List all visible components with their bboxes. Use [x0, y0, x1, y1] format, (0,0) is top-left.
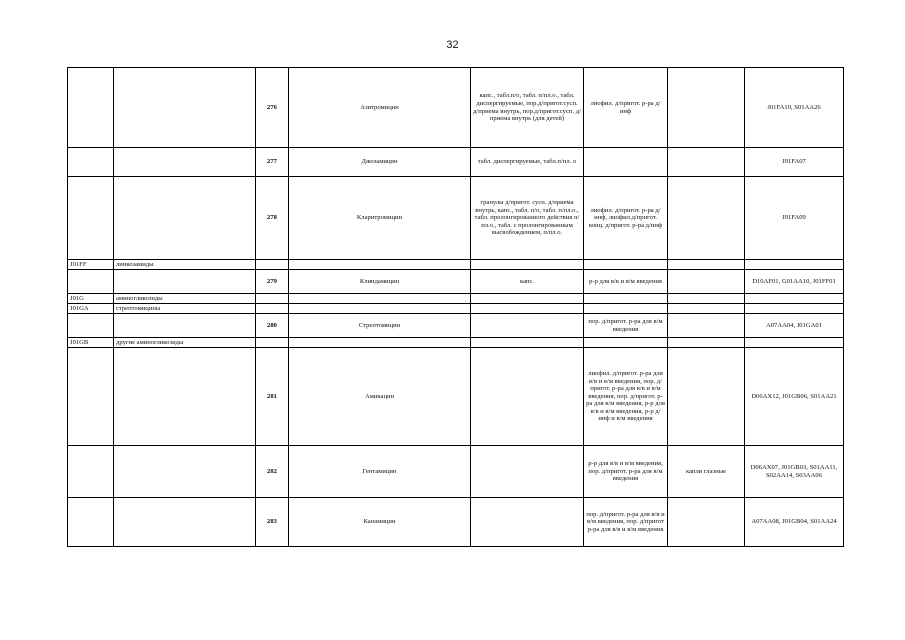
- dosage-form-other: [668, 270, 745, 294]
- drug-table: [67, 67, 844, 547]
- dosage-form: капс., табл.п/о, табл. п/пл.о., табл. диспергируемые, пор.д/пригот.сусп. д/приема внутрь, пор.д/пригот.сусп. д/приема внутрь (для детей): [471, 68, 584, 148]
- atc-code: [745, 304, 844, 314]
- dosage-form: капс.: [471, 270, 584, 294]
- dosage-form: [471, 446, 584, 498]
- dosage-form-injectable: [584, 338, 668, 348]
- drug-name: Амикацин: [289, 348, 471, 446]
- table-row: [68, 304, 844, 314]
- item-number: 282: [256, 446, 289, 498]
- dosage-form: [471, 314, 584, 338]
- dosage-form: [471, 498, 584, 547]
- item-number: [256, 338, 289, 348]
- dosage-form: [471, 338, 584, 348]
- atc-group-name: [114, 68, 256, 148]
- atc-group-code: J01G: [68, 294, 114, 304]
- atc-code: [745, 294, 844, 304]
- table-row: [68, 348, 844, 446]
- dosage-form-injectable: лиофил. д/пригот. р-ра д/инф, лиофил.д/пригот. конц. д/пригот. р-ра д/инф: [584, 177, 668, 260]
- item-number: 278: [256, 177, 289, 260]
- atc-group-code: [68, 270, 114, 294]
- atc-group-name: стрептомицины: [114, 304, 256, 314]
- item-number: 283: [256, 498, 289, 547]
- atc-group-code: J01FF: [68, 260, 114, 270]
- dosage-form-other: [668, 348, 745, 446]
- dosage-form: [471, 260, 584, 270]
- table-row: [68, 314, 844, 338]
- table-row: [68, 338, 844, 348]
- dosage-form-injectable: лиофил. д/пригот. р-ра д/инф: [584, 68, 668, 148]
- atc-group-name: [114, 498, 256, 547]
- table-row: [68, 68, 844, 148]
- dosage-form: [471, 348, 584, 446]
- atc-code: D06AX07, J01GB03, S01AA11, S02AA14, S03AA06: [745, 446, 844, 498]
- drug-name: Стрептомицин: [289, 314, 471, 338]
- atc-group-name: [114, 270, 256, 294]
- atc-group-name: аминогликозиды: [114, 294, 256, 304]
- atc-group-code: [68, 446, 114, 498]
- table-row: [68, 446, 844, 498]
- item-number: [256, 294, 289, 304]
- table-row: [68, 177, 844, 260]
- dosage-form-other: [668, 338, 745, 348]
- dosage-form-other: [668, 177, 745, 260]
- dosage-form: [471, 304, 584, 314]
- table-body: [68, 68, 844, 547]
- drug-name: [289, 304, 471, 314]
- dosage-form-other: [668, 304, 745, 314]
- dosage-form-injectable: [584, 260, 668, 270]
- atc-code: A07AA04, J01GA01: [745, 314, 844, 338]
- atc-group-code: [68, 498, 114, 547]
- dosage-form-other: капли глазные: [668, 446, 745, 498]
- dosage-form: гранулы д/пригот. сусп. д/приема внутрь, капс., табл. п/о, табл. п/пл.о., табл. пролонгированного действия п/пл.о., табл. с пролонгированным высвобождением, п/пл.о.: [471, 177, 584, 260]
- drug-name: [289, 338, 471, 348]
- dosage-form-injectable: пор. д/пригот. р-ра для в/м введения: [584, 314, 668, 338]
- dosage-form-injectable: лиофил. д/пригот. р-ра для в/в и в/м введения, пор. д/пригот. р-ра для в/в и в/м введения, пор. д/пригот. р-ра для в/м введения, р-р для в/в и в/м введения, р-р д/инф и в/м введения: [584, 348, 668, 446]
- atc-code: J01FA07: [745, 148, 844, 177]
- table-row: [68, 294, 844, 304]
- atc-group-name: [114, 314, 256, 338]
- drug-name: [289, 294, 471, 304]
- atc-code: J01FA10, S01AA26: [745, 68, 844, 148]
- dosage-form-injectable: пор. д/пригот. р-ра для в/в и в/м введения, пор. д/пригот р-ра для в/в и в/м введения: [584, 498, 668, 547]
- atc-code: A07AA08, J01GB04, S01AA24: [745, 498, 844, 547]
- dosage-form-other: [668, 498, 745, 547]
- dosage-form-injectable: р-р для в/в и в/м введения: [584, 270, 668, 294]
- item-number: 277: [256, 148, 289, 177]
- atc-group-code: [68, 148, 114, 177]
- dosage-form-other: [668, 294, 745, 304]
- dosage-form: табл. диспергируемые, табл.п/пл. о: [471, 148, 584, 177]
- atc-code: [745, 338, 844, 348]
- dosage-form-other: [668, 68, 745, 148]
- dosage-form-injectable: р-р для в/в и в/м введения, пор. д/пригот. р-ра для в/м введения: [584, 446, 668, 498]
- table-row: [68, 270, 844, 294]
- atc-group-code: [68, 177, 114, 260]
- drug-name: Гентамицин: [289, 446, 471, 498]
- atc-code: D10AF01, G01AA10, J01FF01: [745, 270, 844, 294]
- item-number: [256, 304, 289, 314]
- dosage-form-other: [668, 260, 745, 270]
- drug-name: Канамицин: [289, 498, 471, 547]
- drug-name: Джозамицин: [289, 148, 471, 177]
- atc-code: [745, 260, 844, 270]
- item-number: 281: [256, 348, 289, 446]
- drug-name: [289, 260, 471, 270]
- atc-group-code: J01GB: [68, 338, 114, 348]
- dosage-form-injectable: [584, 148, 668, 177]
- table-row: [68, 498, 844, 547]
- atc-group-code: [68, 68, 114, 148]
- atc-code: D06AX12, J01GB06, S01AA21: [745, 348, 844, 446]
- item-number: 279: [256, 270, 289, 294]
- item-number: [256, 260, 289, 270]
- page-number: 32: [446, 39, 459, 51]
- atc-group-code: J01GA: [68, 304, 114, 314]
- dosage-form: [471, 294, 584, 304]
- atc-group-code: [68, 314, 114, 338]
- item-number: 276: [256, 68, 289, 148]
- atc-code: J01FA09: [745, 177, 844, 260]
- dosage-form-other: [668, 314, 745, 338]
- drug-name: Кларитромицин: [289, 177, 471, 260]
- drug-name: Клиндамицин: [289, 270, 471, 294]
- atc-group-name: [114, 446, 256, 498]
- atc-group-name: [114, 348, 256, 446]
- dosage-form-injectable: [584, 294, 668, 304]
- drug-name: Азитромицин: [289, 68, 471, 148]
- table-row: [68, 260, 844, 270]
- table-row: [68, 148, 844, 177]
- atc-group-name: [114, 148, 256, 177]
- atc-group-code: [68, 348, 114, 446]
- dosage-form-injectable: [584, 304, 668, 314]
- atc-group-name: [114, 177, 256, 260]
- item-number: 280: [256, 314, 289, 338]
- atc-group-name: линкозамиды: [114, 260, 256, 270]
- dosage-form-other: [668, 148, 745, 177]
- atc-group-name: другие аминогликозиды: [114, 338, 256, 348]
